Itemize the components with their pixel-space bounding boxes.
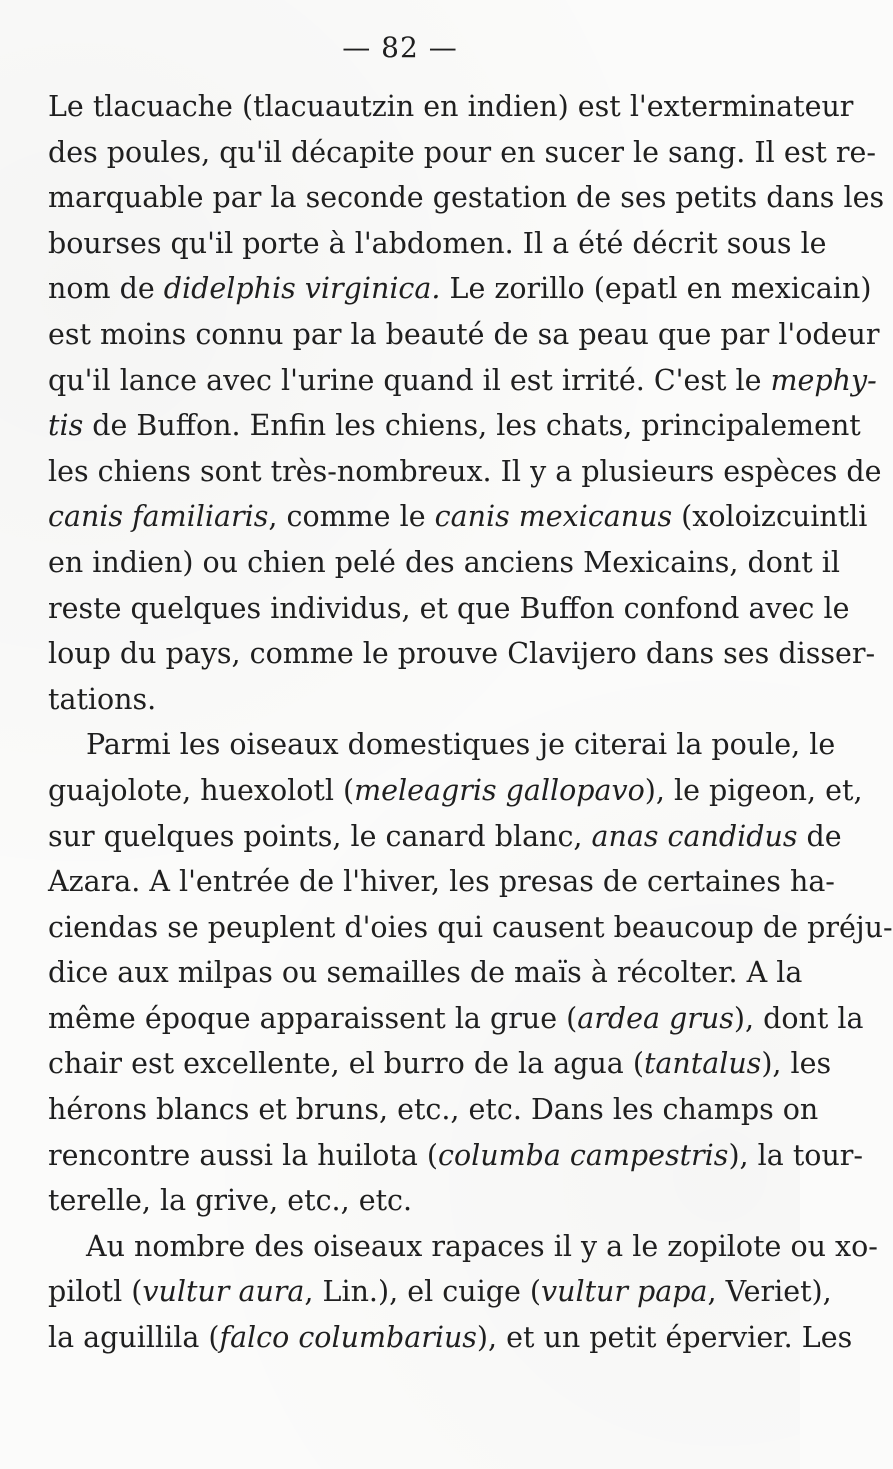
italic-term: anas candidus [591,819,798,853]
text-line: reste quelques individus, et que Buffon confond avec le [48,591,850,625]
text-line [48,814,842,860]
italic-term: columba campestris [437,1138,729,1172]
text-segment: Le zorillo (epatl en mexicain) [440,272,872,306]
text-segment: chair est excellente, el burro de la agua ( [48,1047,644,1081]
text-line: hérons blancs et bruns, etc., etc. Dans les champs on [48,1093,819,1127]
text-segment: rencontre aussi la huilota ( [48,1138,438,1172]
text-segment: de [797,819,842,853]
italic-term: ardea grus [577,1001,734,1035]
text-segment: ), la tour- [728,1138,864,1172]
text-line: les chiens sont très-nombreux. Il y a plusieurs espèces de [48,454,882,488]
italic-term: canis familiaris [48,500,269,534]
text-line [48,996,864,1042]
text-line: ciendas se peuplent d'oies qui causent beaucoup de préju- [48,910,893,944]
text-segment: ), les [761,1047,832,1081]
body-text [48,84,893,1361]
italic-term: canis mexicanus [434,500,673,534]
text-segment: qu'il lance avec l'urine quand il est irrité. C'est le [48,363,771,397]
text-line: terelle, la grive, etc., etc. [48,1184,413,1218]
text-line [48,1269,832,1315]
text-segment: , comme le [268,500,435,534]
paragraph [48,722,893,1224]
text-segment: ), et un petit épervier. Les [476,1321,853,1355]
text-line: en indien) ou chien pelé des anciens Mexicains, dont il [48,545,840,579]
text-line [48,1041,832,1087]
text-segment: de Buffon. Enfin les chiens, les chats, principalement [83,409,861,443]
text-segment: nom de [48,272,164,306]
text-segment: même époque apparaissent la grue ( [48,1001,578,1035]
text-line [48,403,861,449]
italic-term: meleagris gallopavo [354,773,645,807]
italic-term: vultur papa [541,1275,708,1309]
text-line: tations. [48,682,157,716]
text-segment: ), le pigeon, et, [644,773,863,807]
text-line: des poules, qu'il décapite pour en sucer le sang. Il est re- [48,135,876,169]
italic-term: mephy- [770,363,877,397]
text-segment: ), dont la [733,1001,864,1035]
text-line: Azara. A l'entrée de l'hiver, les presas de certaines ha- [48,865,835,899]
text-line [48,1133,864,1179]
italic-term: tantalus [643,1047,762,1081]
text-line [48,1315,853,1361]
text-segment: (xoloizcuintli [672,500,868,534]
text-segment: , Veriet), [707,1275,832,1309]
text-line: Au nombre des oiseaux rapaces il y a le zopilote ou xo- [86,1229,878,1263]
text-line [48,358,877,404]
text-line: est moins connu par la beauté de sa peau que par l'odeur [48,317,880,351]
italic-term: didelphis virginica. [163,272,441,306]
text-segment: la aguillila ( [48,1321,220,1355]
text-line: bourses qu'il porte à l'abdomen. Il a été décrit sous le [48,226,827,260]
text-line: dice aux milpas ou semailles de maïs à récolter. A la [48,956,803,990]
italic-term: falco columbarius [219,1321,477,1355]
text-line: Parmi les oiseaux domestiques je citerai la poule, le [86,728,836,762]
text-segment: , Lin.), el cuige ( [304,1275,541,1309]
text-segment: sur quelques points, le canard blanc, [48,819,592,853]
text-line: loup du pays, comme le prouve Clavijero dans ses disser- [48,637,876,671]
paragraph [48,1224,878,1361]
text-line: Le tlacuache (tlacuautzin en indien) est l'exterminateur [48,90,854,123]
italic-term: tis [48,409,84,443]
text-segment: guajolote, huexolotl ( [48,773,355,807]
italic-term: vultur aura [142,1275,305,1309]
page-number: — 82 — [342,31,458,64]
text-line [48,494,868,540]
text-line [48,266,872,312]
text-line: marquable par la seconde gestation de ses petits dans les [48,181,885,215]
paragraph [48,84,885,722]
text-segment: pilotl ( [48,1275,143,1309]
text-line [48,768,863,814]
